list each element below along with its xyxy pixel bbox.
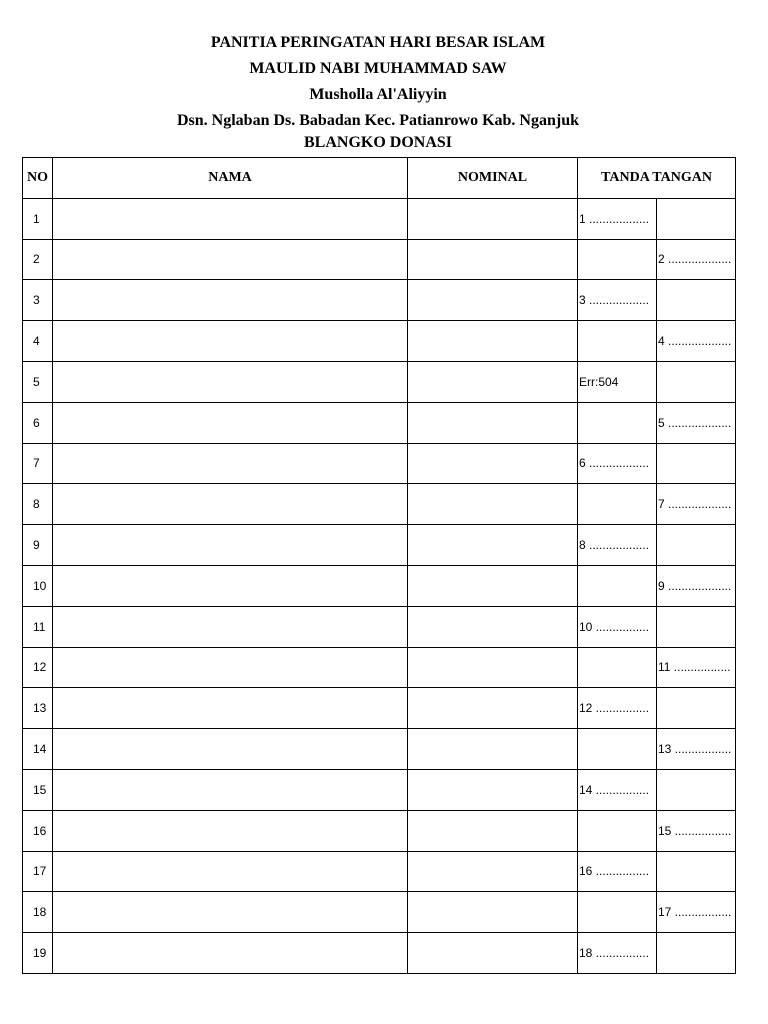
table-row	[23, 361, 736, 402]
header-form-title: BLANGKO DONASI	[303, 134, 453, 151]
table-row	[23, 606, 736, 647]
nominal-cell[interactable]	[408, 933, 578, 974]
signature-cell-right[interactable]	[657, 443, 736, 484]
nominal-cell[interactable]	[408, 484, 578, 525]
table-row	[23, 239, 736, 280]
nominal-cell[interactable]	[408, 729, 578, 770]
row-number: 6	[23, 402, 53, 443]
signature-cell-left[interactable]: 18 ................	[578, 933, 657, 974]
table-row	[23, 851, 736, 892]
signature-cell-right[interactable]: 7 ...................	[657, 484, 736, 525]
table-row	[23, 484, 736, 525]
row-number: 18	[23, 892, 53, 933]
nama-cell[interactable]	[53, 484, 408, 525]
nominal-cell[interactable]	[408, 647, 578, 688]
signature-cell-right[interactable]: 13 .................	[657, 729, 736, 770]
signature-cell-right[interactable]	[657, 933, 736, 974]
nama-cell[interactable]	[53, 321, 408, 362]
signature-cell-left[interactable]	[578, 729, 657, 770]
nominal-cell[interactable]	[408, 525, 578, 566]
signature-cell-right[interactable]	[657, 688, 736, 729]
signature-cell-right[interactable]: 9 ...................	[657, 565, 736, 606]
signature-cell-left[interactable]	[578, 892, 657, 933]
nominal-cell[interactable]	[408, 688, 578, 729]
signature-cell-right[interactable]	[657, 606, 736, 647]
signature-cell-right[interactable]	[657, 361, 736, 402]
row-number: 3	[23, 280, 53, 321]
table-row	[23, 321, 736, 362]
row-number: 15	[23, 769, 53, 810]
nama-cell[interactable]	[53, 892, 408, 933]
signature-cell-left[interactable]	[578, 402, 657, 443]
nominal-cell[interactable]	[408, 280, 578, 321]
header-committee-title: PANITIA PERINGATAN HARI BESAR ISLAM	[210, 34, 546, 51]
nominal-cell[interactable]	[408, 402, 578, 443]
nama-cell[interactable]	[53, 729, 408, 770]
header-venue: Musholla Al'Aliyyin	[309, 86, 447, 103]
nominal-cell[interactable]	[408, 810, 578, 851]
nama-cell[interactable]	[53, 443, 408, 484]
signature-cell-left[interactable]: 12 ................	[578, 688, 657, 729]
header-event-title: MAULID NABI MUHAMMAD SAW	[249, 60, 507, 77]
row-number: 16	[23, 810, 53, 851]
column-header-nama: NAMA	[53, 158, 408, 199]
signature-cell-right[interactable]	[657, 198, 736, 239]
nama-cell[interactable]	[53, 525, 408, 566]
nominal-cell[interactable]	[408, 239, 578, 280]
donation-table	[22, 157, 736, 974]
nominal-cell[interactable]	[408, 198, 578, 239]
column-header-no: NO	[23, 158, 53, 199]
table-row	[23, 688, 736, 729]
table-row	[23, 565, 736, 606]
nama-cell[interactable]	[53, 402, 408, 443]
table-row	[23, 810, 736, 851]
nominal-cell[interactable]	[408, 565, 578, 606]
row-number: 10	[23, 565, 53, 606]
row-number: 9	[23, 525, 53, 566]
signature-cell-left[interactable]: 10 ................	[578, 606, 657, 647]
table-row	[23, 525, 736, 566]
nominal-cell[interactable]	[408, 361, 578, 402]
nominal-cell[interactable]	[408, 851, 578, 892]
signature-cell-right[interactable]: 11 .................	[657, 647, 736, 688]
nama-cell[interactable]	[53, 198, 408, 239]
table-row	[23, 647, 736, 688]
signature-cell-right[interactable]: 17 .................	[657, 892, 736, 933]
row-number: 5	[23, 361, 53, 402]
signature-cell-right[interactable]: 4 ...................	[657, 321, 736, 362]
header-address: Dsn. Nglaban Ds. Babadan Kec. Patianrowo Kab. Nganjuk	[176, 112, 579, 129]
signature-cell-left[interactable]	[578, 484, 657, 525]
table-row	[23, 729, 736, 770]
nominal-cell[interactable]	[408, 321, 578, 362]
row-number: 8	[23, 484, 53, 525]
signature-cell-right[interactable]	[657, 280, 736, 321]
row-number: 12	[23, 647, 53, 688]
signature-cell-left[interactable]	[578, 321, 657, 362]
row-number: 13	[23, 688, 53, 729]
signature-cell-left[interactable]: 14 ................	[578, 769, 657, 810]
table-row	[23, 443, 736, 484]
nominal-cell[interactable]	[408, 443, 578, 484]
table-row	[23, 769, 736, 810]
row-number: 19	[23, 933, 53, 974]
signature-cell-right[interactable]	[657, 851, 736, 892]
signature-cell-left[interactable]	[578, 239, 657, 280]
table-row	[23, 198, 736, 239]
signature-cell-right[interactable]	[657, 769, 736, 810]
nama-cell[interactable]	[53, 565, 408, 606]
signature-cell-left[interactable]: 16 ................	[578, 851, 657, 892]
nominal-cell[interactable]	[408, 892, 578, 933]
table-row	[23, 280, 736, 321]
signature-cell-left[interactable]	[578, 647, 657, 688]
nama-cell[interactable]	[53, 769, 408, 810]
document-header	[0, 30, 756, 156]
nama-cell[interactable]	[53, 647, 408, 688]
table-header-row	[23, 158, 736, 199]
nama-cell[interactable]	[53, 606, 408, 647]
row-number: 11	[23, 606, 53, 647]
signature-cell-left[interactable]: 8 ..................	[578, 525, 657, 566]
signature-cell-left[interactable]	[578, 810, 657, 851]
column-header-tanda-tangan: TANDA TANGAN	[578, 158, 736, 199]
row-number: 4	[23, 321, 53, 362]
signature-cell-left[interactable]: 3 ..................	[578, 280, 657, 321]
signature-cell-left[interactable]: 1 ..................	[578, 198, 657, 239]
signature-cell-left[interactable]: 6 ..................	[578, 443, 657, 484]
nama-cell[interactable]	[53, 361, 408, 402]
row-number: 1	[23, 198, 53, 239]
table-row	[23, 892, 736, 933]
nama-cell[interactable]	[53, 688, 408, 729]
nama-cell[interactable]	[53, 239, 408, 280]
row-number: 14	[23, 729, 53, 770]
signature-cell-right[interactable]: 2 ...................	[657, 239, 736, 280]
nama-cell[interactable]	[53, 933, 408, 974]
nama-cell[interactable]	[53, 851, 408, 892]
signature-cell-right[interactable]	[657, 525, 736, 566]
signature-cell-right[interactable]: 5 ...................	[657, 402, 736, 443]
row-number: 7	[23, 443, 53, 484]
row-number: 2	[23, 239, 53, 280]
table-row	[23, 933, 736, 974]
nominal-cell[interactable]	[408, 606, 578, 647]
nama-cell[interactable]	[53, 810, 408, 851]
column-header-nominal: NOMINAL	[408, 158, 578, 199]
table-row	[23, 402, 736, 443]
nama-cell[interactable]	[53, 280, 408, 321]
nominal-cell[interactable]	[408, 769, 578, 810]
row-number: 17	[23, 851, 53, 892]
signature-cell-right[interactable]: 15 .................	[657, 810, 736, 851]
signature-cell-left[interactable]: Err:504	[578, 361, 657, 402]
signature-cell-left[interactable]	[578, 565, 657, 606]
table-body	[23, 198, 736, 973]
